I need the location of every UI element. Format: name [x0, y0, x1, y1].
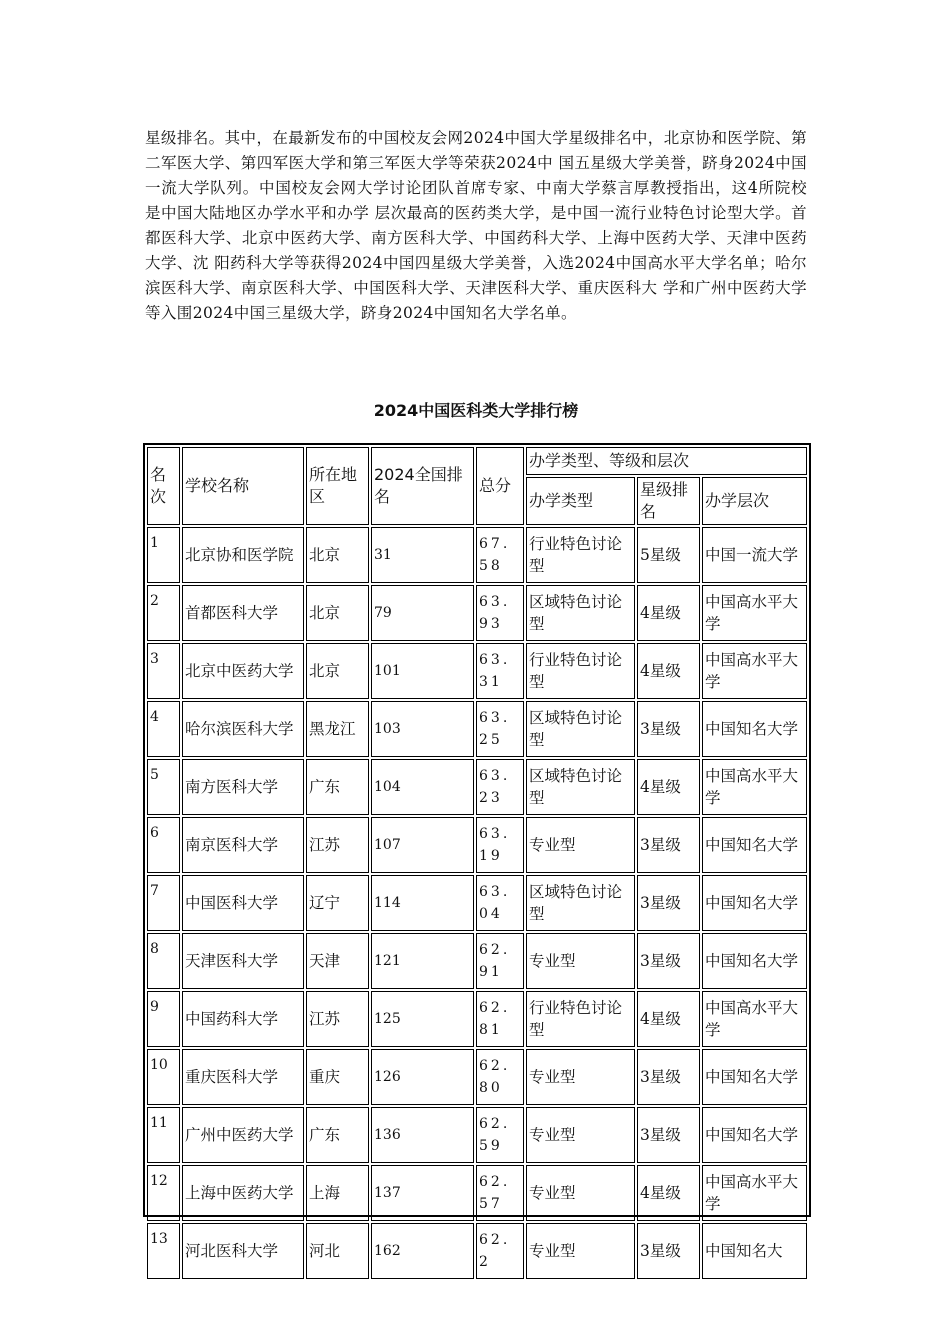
- cell-star: 4星级: [637, 585, 700, 641]
- cell-rank: 6: [147, 817, 180, 873]
- cell-national-rank: 125: [371, 991, 474, 1047]
- cell-score: 63.25: [476, 701, 524, 757]
- table-row: [147, 1049, 807, 1105]
- cell-type: 专业型: [526, 1165, 635, 1221]
- cell-type: 专业型: [526, 1049, 635, 1105]
- cell-rank: 1: [147, 527, 180, 583]
- cell-star: 3星级: [637, 817, 700, 873]
- cell-level: 中国高水平大学: [702, 991, 807, 1047]
- cell-region: 重庆: [306, 1049, 369, 1105]
- cell-school: 广州中医药大学: [182, 1107, 304, 1163]
- cell-type: 专业型: [526, 1223, 635, 1279]
- header-national-rank: 2024全国排名: [371, 447, 474, 525]
- cell-score: 63.23: [476, 759, 524, 815]
- header-rank: 名次: [147, 447, 180, 525]
- cell-level: 中国高水平大学: [702, 585, 807, 641]
- cell-type: 专业型: [526, 817, 635, 873]
- cell-rank: 10: [147, 1049, 180, 1105]
- cell-type: 行业特色讨论型: [526, 527, 635, 583]
- cell-level: 中国知名大学: [702, 875, 807, 931]
- table-row: [147, 643, 807, 699]
- cell-national-rank: 103: [371, 701, 474, 757]
- cell-score: 63.19: [476, 817, 524, 873]
- cell-star: 3星级: [637, 701, 700, 757]
- cell-level: 中国一流大学: [702, 527, 807, 583]
- header-group: 办学类型、等级和层次: [526, 447, 807, 475]
- cell-type: 行业特色讨论型: [526, 643, 635, 699]
- cell-rank: 8: [147, 933, 180, 989]
- cell-level: 中国知名大学: [702, 817, 807, 873]
- cell-region: 北京: [306, 527, 369, 583]
- cell-level: 中国知名大学: [702, 1049, 807, 1105]
- cell-region: 北京: [306, 643, 369, 699]
- cell-rank: 13: [147, 1223, 180, 1279]
- cell-school: 上海中医药大学: [182, 1165, 304, 1221]
- cell-type: 区域特色讨论型: [526, 701, 635, 757]
- header-star: 星级排名: [637, 477, 700, 525]
- header-score: 总分: [476, 447, 524, 525]
- cell-national-rank: 121: [371, 933, 474, 989]
- table-title: 2024中国医科类大学排行榜: [373, 401, 579, 420]
- header-type: 办学类型: [526, 477, 635, 525]
- cell-rank: 7: [147, 875, 180, 931]
- header-region: 所在地区: [306, 447, 369, 525]
- cell-level: 中国知名大: [702, 1223, 807, 1279]
- cell-national-rank: 104: [371, 759, 474, 815]
- cell-level: 中国知名大学: [702, 701, 807, 757]
- cell-region: 天津: [306, 933, 369, 989]
- cell-type: 区域特色讨论型: [526, 875, 635, 931]
- ranking-table: [145, 445, 809, 1281]
- intro-paragraph: 星级排名。其中，在最新发布的中国校友会网2024中国大学星级排名中，北京协和医学院、第二军医大学、第四军医大学和第三军医大学等荣获2024中 国五星级大学美誉，跻身2024中国一流大学队列。中国校友会网大学讨论团队首席专家、中南大学蔡言厚教授指出，这4所院校是中国大陆地区办学水平和办学 层次最高的医药类大学，是中国一流行业特色讨论型大学。首都医科大学、北京中医药大学、南方医科大学、中国药科大学、上海中医药大学、天津中医药大学、沈 阳药科大学等获得2024中国四星级大学美誉，入选2024中国高水平大学名单；哈尔滨医科大学、南京医科大学、中国医科大学、天津医科大学、重庆医科大 学和广州中医药大学等入围2024中国三星级大学，跻身2024中国知名大学名单。: [145, 129, 807, 322]
- cell-score: 62.59: [476, 1107, 524, 1163]
- cell-region: 广东: [306, 759, 369, 815]
- cell-national-rank: 114: [371, 875, 474, 931]
- cell-region: 上海: [306, 1165, 369, 1221]
- cell-type: 专业型: [526, 933, 635, 989]
- table-row: [147, 1165, 807, 1221]
- table-row: [147, 701, 807, 757]
- cell-rank: 2: [147, 585, 180, 641]
- cell-star: 3星级: [637, 933, 700, 989]
- cell-score: 63.31: [476, 643, 524, 699]
- cell-score: 62.81: [476, 991, 524, 1047]
- table-row: [147, 585, 807, 641]
- cell-type: 行业特色讨论型: [526, 991, 635, 1047]
- cell-school: 天津医科大学: [182, 933, 304, 989]
- cell-school: 重庆医科大学: [182, 1049, 304, 1105]
- cell-region: 黑龙江: [306, 701, 369, 757]
- cell-star: 5星级: [637, 527, 700, 583]
- cell-national-rank: 137: [371, 1165, 474, 1221]
- table-row: [147, 817, 807, 873]
- table-row: [147, 991, 807, 1047]
- cell-school: 北京中医药大学: [182, 643, 304, 699]
- cell-level: 中国高水平大学: [702, 759, 807, 815]
- cell-school: 首都医科大学: [182, 585, 304, 641]
- cell-region: 江苏: [306, 817, 369, 873]
- table-row: [147, 759, 807, 815]
- cell-national-rank: 126: [371, 1049, 474, 1105]
- cell-level: 中国知名大学: [702, 1107, 807, 1163]
- cell-score: 62.80: [476, 1049, 524, 1105]
- table-row: [147, 875, 807, 931]
- cell-score: 62.91: [476, 933, 524, 989]
- cell-school: 北京协和医学院: [182, 527, 304, 583]
- table-row: [147, 1223, 807, 1279]
- cell-star: 3星级: [637, 875, 700, 931]
- cell-school: 南方医科大学: [182, 759, 304, 815]
- cell-score: 62.2: [476, 1223, 524, 1279]
- cell-type: 专业型: [526, 1107, 635, 1163]
- cell-rank: 9: [147, 991, 180, 1047]
- cell-star: 4星级: [637, 759, 700, 815]
- cell-school: 南京医科大学: [182, 817, 304, 873]
- cell-rank: 12: [147, 1165, 180, 1221]
- cell-rank: 4: [147, 701, 180, 757]
- cell-school: 哈尔滨医科大学: [182, 701, 304, 757]
- cell-national-rank: 162: [371, 1223, 474, 1279]
- cell-national-rank: 136: [371, 1107, 474, 1163]
- cell-region: 河北: [306, 1223, 369, 1279]
- cell-national-rank: 31: [371, 527, 474, 583]
- cell-star: 4星级: [637, 991, 700, 1047]
- cell-region: 北京: [306, 585, 369, 641]
- cell-star: 4星级: [637, 643, 700, 699]
- cell-rank: 3: [147, 643, 180, 699]
- cell-score: 62.57: [476, 1165, 524, 1221]
- cell-star: 3星级: [637, 1107, 700, 1163]
- header-level: 办学层次: [702, 477, 807, 525]
- cell-level: 中国高水平大学: [702, 643, 807, 699]
- table-row: [147, 527, 807, 583]
- cell-rank: 5: [147, 759, 180, 815]
- cell-score: 63.04: [476, 875, 524, 931]
- table-row: [147, 933, 807, 989]
- cell-rank: 11: [147, 1107, 180, 1163]
- cell-school: 河北医科大学: [182, 1223, 304, 1279]
- cell-region: 广东: [306, 1107, 369, 1163]
- cell-school: 中国药科大学: [182, 991, 304, 1047]
- cell-region: 辽宁: [306, 875, 369, 931]
- cell-star: 3星级: [637, 1223, 700, 1279]
- cell-level: 中国高水平大学: [702, 1165, 807, 1221]
- cell-type: 区域特色讨论型: [526, 585, 635, 641]
- cell-national-rank: 107: [371, 817, 474, 873]
- cell-school: 中国医科大学: [182, 875, 304, 931]
- cell-score: 67.58: [476, 527, 524, 583]
- header-school: 学校名称: [182, 447, 304, 525]
- cell-level: 中国知名大学: [702, 933, 807, 989]
- ranking-table-container: [143, 443, 811, 1270]
- table-row: [147, 1107, 807, 1163]
- cell-national-rank: 79: [371, 585, 474, 641]
- cell-score: 63.93: [476, 585, 524, 641]
- cell-type: 区域特色讨论型: [526, 759, 635, 815]
- cell-region: 江苏: [306, 991, 369, 1047]
- cell-star: 4星级: [637, 1165, 700, 1221]
- cell-national-rank: 101: [371, 643, 474, 699]
- cell-star: 3星级: [637, 1049, 700, 1105]
